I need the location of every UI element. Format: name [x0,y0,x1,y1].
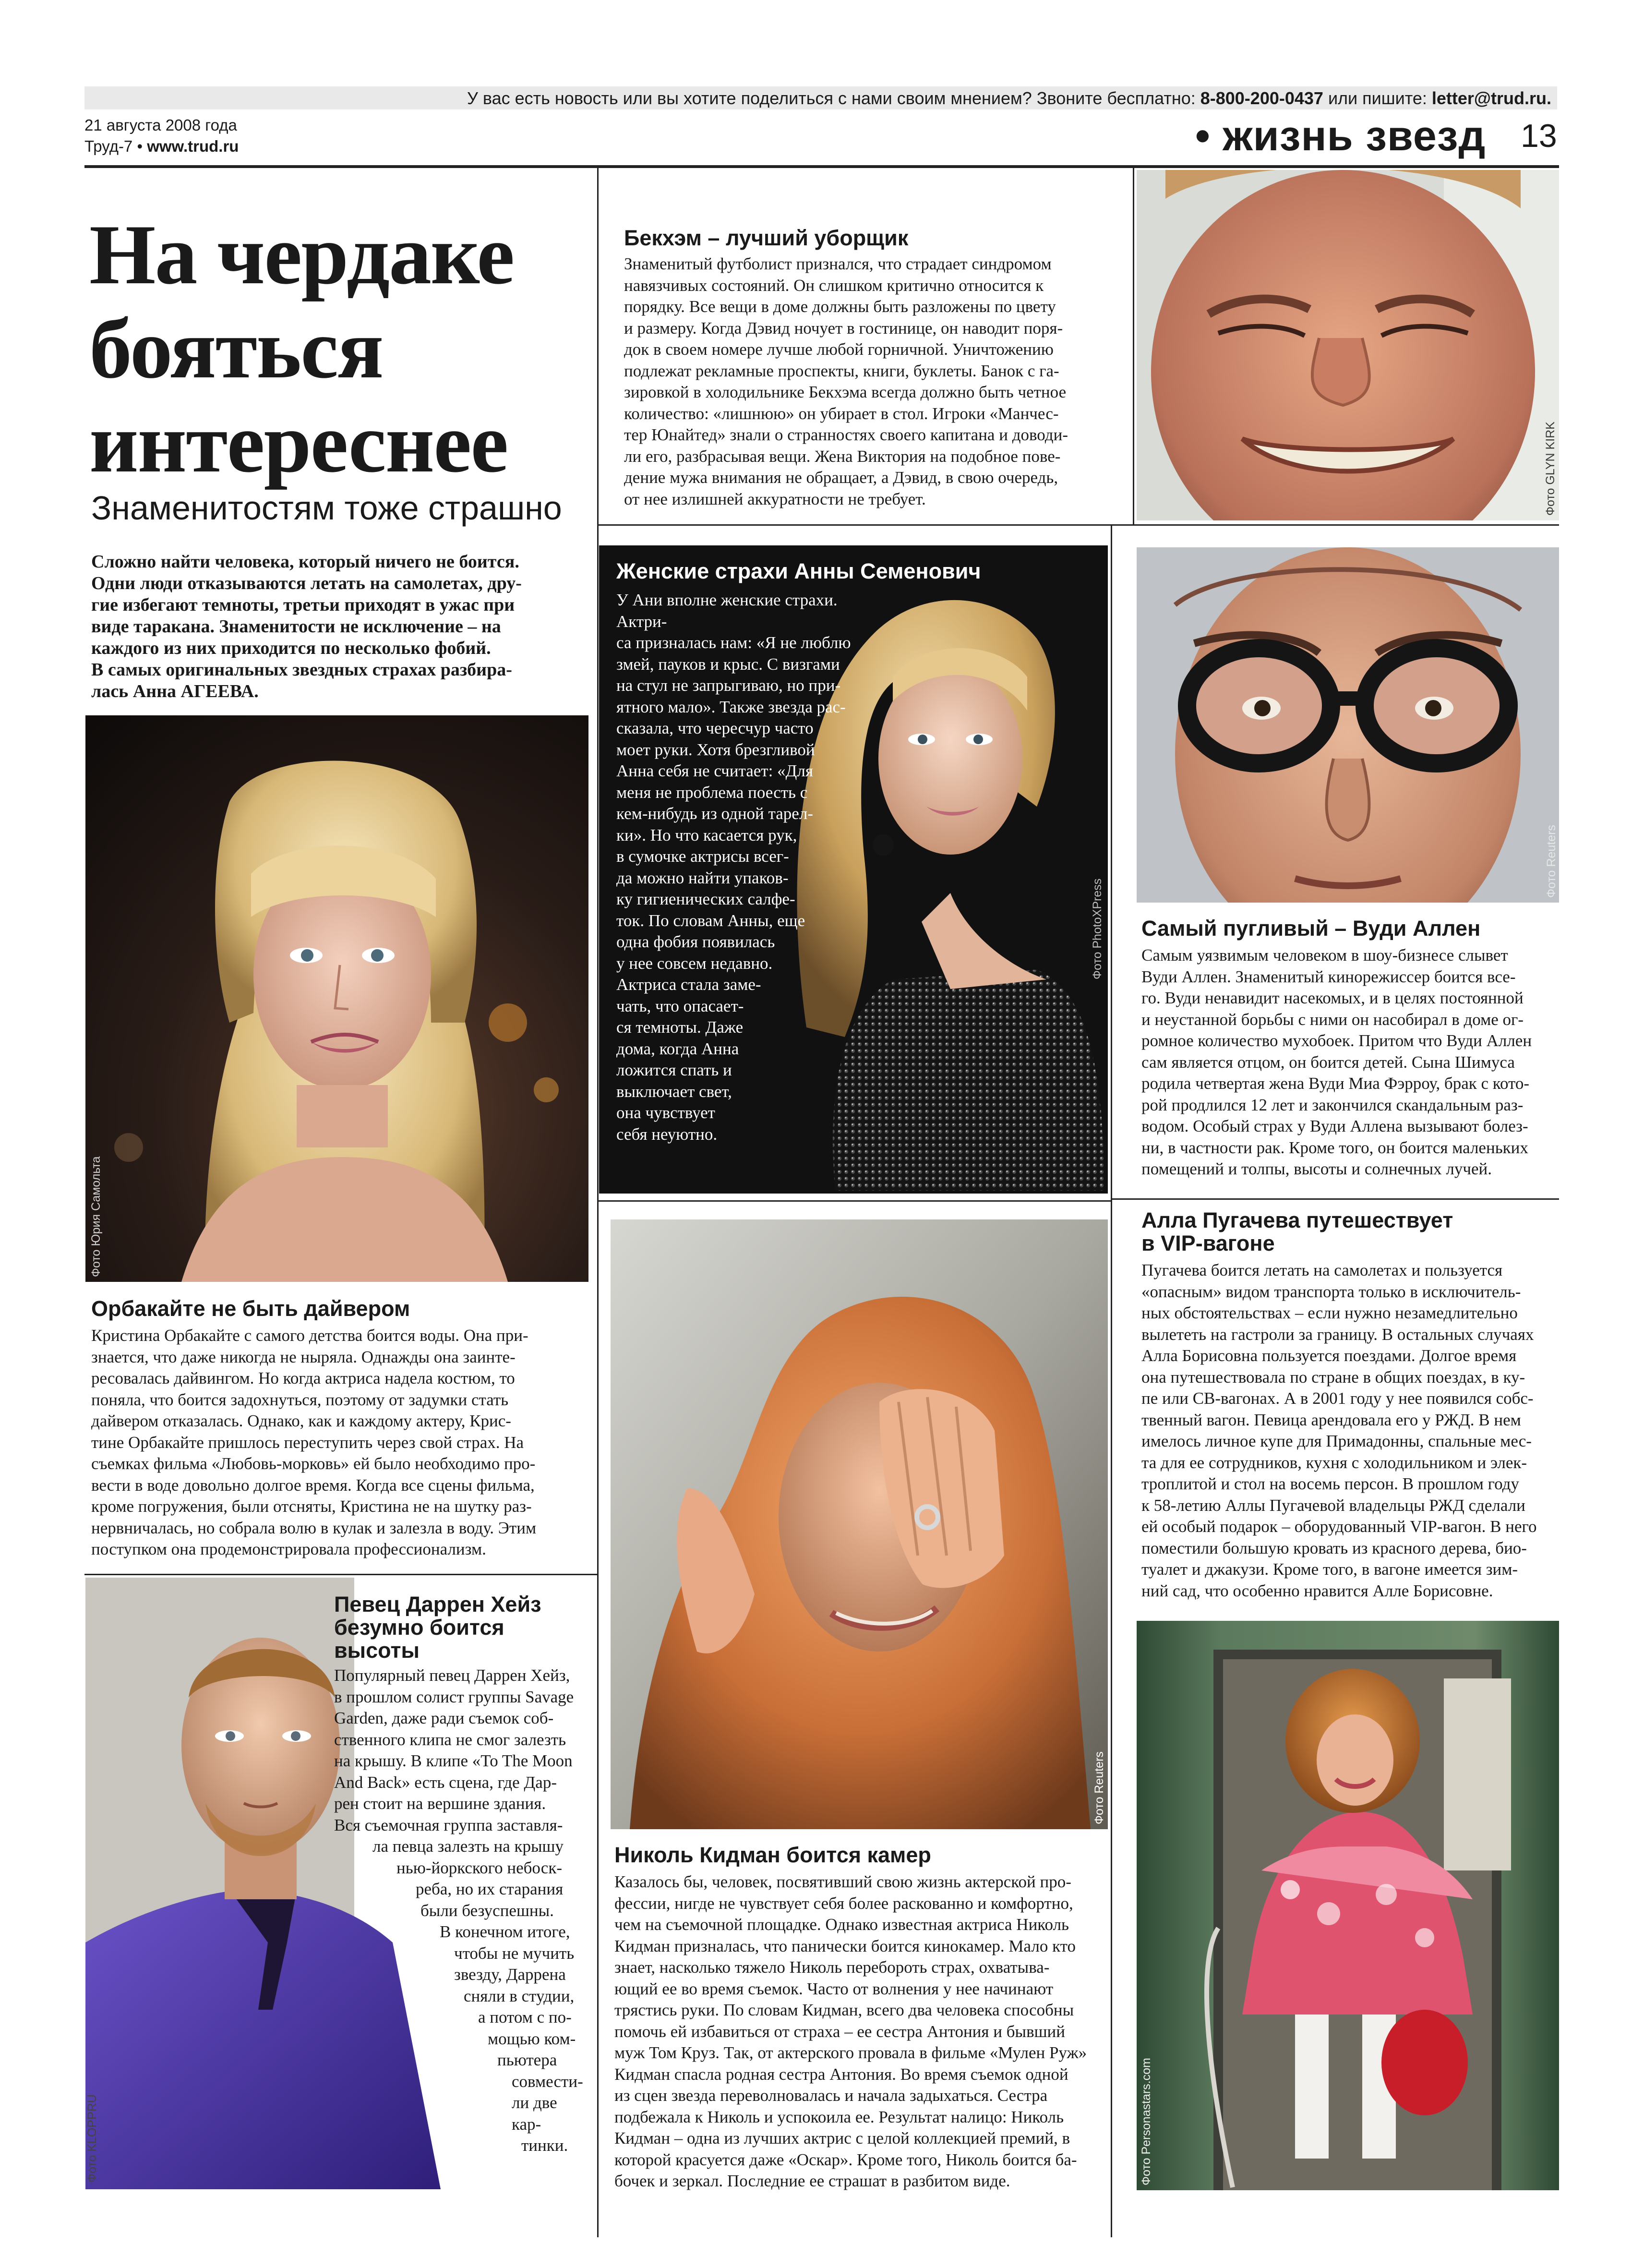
orbakaite-bottom-rule [84,1574,597,1575]
text-line: та для ее сотрудников, кухня с холодильником и элек- [1141,1453,1527,1472]
text-line: меня не проблема поесть с [616,783,808,802]
column-rule-left [597,168,599,2237]
text-line: го. Вуди ненавидит насекомых, и в целях постоянной [1141,989,1524,1007]
text-line: ложится спать и [616,1061,732,1079]
text-line: туалет и джакузи. Кроме того, в вагоне имеется зим- [1141,1560,1518,1579]
semenovich-bottom-rule [597,1200,1111,1202]
contact-prefix: У вас есть новость или вы хотите поделиться с нами своим мнением? Звоните бесплатно: [467,88,1200,108]
text-line: рой продлился 12 лет и закончился скандальным раз- [1141,1095,1524,1114]
text-line: Анна себя не считает: «Для [616,761,813,780]
contact-bar [84,86,1557,109]
contact-text [467,88,1557,109]
text-line: тинки. [521,2136,568,2155]
text-line: тер Юнайтед» знали о странностях своего капитана и доводи- [624,425,1068,444]
text-line: док в своем номере лучше любой горничной. Уничтожению [624,340,1054,359]
orbakaite-photo [85,715,588,1282]
text-line: порядку. Все вещи в доме должны быть разложены по цвету [624,297,1056,316]
text-line: ресовалась дайвингом. Но когда актриса надела костюм, то [91,1369,515,1387]
lead-line: гие избегают темноты, третьи приходят в ужас при [91,595,515,615]
kidman-photo [611,1219,1108,1829]
text-line: Казалось бы, человек, посвятивший свою жизнь актерской про- [614,1872,1071,1891]
beckham-divider [1133,168,1134,526]
text-line: Garden, даже ради съемок соб- [334,1709,554,1727]
paper-issue [84,137,239,156]
text-line: ку гигиенических салфе- [616,890,795,908]
title-line: безумно боится [334,1615,504,1640]
text-line: Кидман спасла родная сестра Антония. Во время съемок одной [614,2064,1068,2084]
text-line: ственного клипа не смог залезть [334,1730,566,1749]
text-line: змей, пауков и крыс. С визгами [616,654,840,674]
text-line: В конечном итоге, [440,1922,570,1941]
text-line: ей особый подарок – оборудованный VIP-вагон. В него [1141,1517,1537,1536]
kidman-story [614,1843,1104,2192]
beckham-portrait-image [1137,170,1559,520]
orbakaite-portrait-image [85,715,588,1282]
text-line: в прошлом солист группы Savage [334,1687,574,1706]
text-line: ющий ее во время съемок. Часто от волнения у нее начинают [614,1979,1054,1998]
text-line: водом. Особый страх у Вуди Аллена вызывают болез- [1141,1117,1528,1135]
text-line: сам является отцом, он боится детей. Сына Шимуса [1141,1052,1515,1072]
title-line: в VIP-вагоне [1141,1231,1275,1255]
title-line: Алла Пугачева путешествует [1141,1208,1453,1232]
story-title [1141,1209,1554,1255]
text-line: Кидман – одна из лучших актрис с целой коллекцией премий, в [614,2129,1070,2147]
text-line: пьютера [497,2051,557,2069]
text-line: Самым уязвимым человеком в шоу-бизнесе слывет [1141,946,1508,965]
text-line: съемках фильма «Любовь-морковь» ей было необходимо про- [91,1454,536,1473]
text-line: реба, но их старания [416,1880,564,1898]
text-line: от нее излишней аккуратности не требует. [624,489,926,508]
text-line: кроме погружения, были отсняты, Кристина не на шутку раз- [91,1497,532,1516]
text-line: ных обстоятельствах – если нужно незамедлительно [1141,1303,1518,1322]
text-line: знается, что даже никогда не ныряла. Однажды она заинте- [91,1347,516,1366]
text-line: ромное количество мухобоек. Притом что Вуди Аллен [1141,1031,1532,1050]
text-line: мощью ком- [488,2029,576,2048]
lead-line: лась Анна АГЕЕВА. [91,681,259,701]
text-line: у нее совсем недавно. [616,953,773,973]
text-line: зировкой в холодильнике Бекхэма всегда должно быть четное [624,383,1067,401]
story-body [614,1871,1104,2192]
text-line: троплитой и стол на восемь персон. В прошлом году [1141,1474,1519,1493]
contact-mid: или пишите: [1323,88,1432,108]
orbakaite-story [91,1296,571,1560]
text-line: тине Орбакайте пришлось переступить через свой страх. На [91,1433,524,1452]
text-line: сняли в студии, [464,1986,575,2005]
allen-photo-credit: Фото Reuters [1545,825,1558,898]
story-title [334,1593,593,1662]
story-title: Самый пугливый – Вуди Аллен [1141,916,1481,941]
issue-number: Труд-7 • [84,137,147,155]
text-line: Кидман призналась, что панически боится кинокамер. Мало кто [614,1936,1076,1955]
kidman-photo-credit: Фото Reuters [1092,1751,1106,1824]
lead-line: В самых оригинальных звездных страхах разбира- [91,660,512,680]
pugacheva-portrait-image [1137,1621,1559,2190]
text-line: дома, когда Анна [616,1039,739,1058]
text-line: са призналась нам: «Я не люблю [616,633,851,652]
text-line: поступком она продемонстрировала профессионализм. [91,1540,486,1558]
main-headline [89,207,593,490]
story-title: Бекхэм – лучший уборщик [624,226,909,250]
text-line: сказала, что чересчур часто [616,719,814,737]
text-line: ятного мало». Также звезда рас- [616,697,846,716]
story-body [1141,945,1554,1180]
text-line: подлежат рекламные проспекты, книги, буклеты. Банок с га- [624,361,1059,380]
text-line: Алла Борисовна пользуется поездами. Долгое время [1141,1346,1517,1365]
text-line: количество: «лишнюю» он убирает в стол. Игроки «Манчес- [624,404,1059,423]
text-line: нью-йоркского небоск- [396,1858,562,1877]
text-line: вести в воде довольно долгое время. Когда все сцены фильма, [91,1475,535,1495]
text-line: муж Том Круз. Так, от актерского провала в фильме «Мулен Руж» [614,2043,1087,2062]
pugacheva-photo [1137,1621,1559,2190]
headline-line-1: На чердаке [89,207,514,302]
text-line: она чувствует [616,1103,715,1122]
text-line: и размеру. Когда Дэвид ночует в гостинице, он наводит поря- [624,318,1063,338]
headline-line-3: интереснее [89,395,508,490]
text-line: кем-нибудь из одной тарел- [616,804,813,823]
text-line: себя неуютно. [616,1124,718,1144]
title-line: высоты [334,1638,420,1663]
text-line: Кристина Орбакайте с самого детства боится воды. Она при- [91,1326,528,1345]
text-line: трястись руки. По словам Кидман, всего два человека способны [614,2001,1074,2019]
column-rule-right [1111,526,1112,2237]
text-line: Пугачева боится летать на самолетах и пользуется [1141,1261,1503,1279]
text-line: а потом с по- [478,2008,572,2027]
text-line: ли его, разбрасывая вещи. Жена Виктория на подобное пове- [624,446,1061,466]
text-line: подбежала к Николь и успокоила ее. Результат налицо: Николь [614,2107,1064,2126]
text-line: фессии, нигде не чувствует себя более раскованно и комфортно, [614,1894,1073,1913]
subheadline: Знаменитостям тоже страшно [91,489,562,527]
text-line: Вся съемочная группа заставля- [334,1815,563,1834]
text-line: родила четвертая жена Вуди Миа Фэрроу, брак с кото- [1141,1074,1530,1093]
pugacheva-photo-credit: Фото Personastars.com [1140,2058,1153,2185]
text-line: дение мужа внимания не обращает, а Дэвид, в свою очередь, [624,468,1058,487]
text-line: поместили большую кровать из красного дерева, био- [1141,1538,1527,1557]
text-line: ла певца залезть на крышу [372,1837,564,1856]
text-line: одна фобия появилась [616,932,775,951]
story-body [1141,1260,1554,1602]
text-line: моет руки. Хотя брезгливой [616,740,815,759]
text-line: выключает свет, [616,1082,732,1101]
text-line: ли две кар- [512,2093,557,2134]
text-line: к 58-летию Аллы Пугачевой владельцы РЖД сделали [1141,1496,1525,1515]
masthead-rule [84,165,1559,168]
page-number: 13 [1521,118,1557,154]
hayes-photo-credit: Фото KLOPPRU [85,2094,99,2183]
text-line: помочь ей избавиться от страха – ее сестра Антония и бывший [614,2022,1066,2041]
headline-line-2: бояться [89,301,383,396]
text-line: ток. По словам Анны, еще [616,911,805,930]
allen-bottom-rule [1111,1198,1559,1200]
text-line: были безуспешны. [420,1901,554,1920]
text-line: And Back» есть сцена, где Дар- [334,1773,557,1792]
text-line: Популярный певец Даррен Хейз, [334,1666,570,1685]
semenovich-story [616,559,981,584]
text-line: имелось личное купе для Примадонны, спальные мес- [1141,1432,1532,1450]
text-line: навязчивых состояний. Он слишком критично относится к [624,276,1044,295]
contact-phone: 8-800-200-0437 [1200,88,1323,108]
text-line: пе или СВ-вагонах. А в 2001 году у нее появился собс- [1141,1389,1534,1408]
beckham-story [624,226,1114,510]
text-line: совмести- [512,2072,583,2091]
lead-line: виде таракана. Знаменитости не исключение – на [91,616,501,637]
story-title: Николь Кидман боится камер [614,1843,931,1867]
semenovich-story-body [616,590,885,1145]
text-line: ни, в частности рак. Кроме того, он боится маленьких [1141,1138,1528,1157]
text-line: поняла, что боится задохнуться, поэтому от задумки стать [91,1390,509,1409]
issue-date: 21 августа 2008 года [84,116,237,134]
hayes-story-body [334,1665,588,2157]
text-line: Знаменитый футболист признался, что страдает синдромом [624,254,1052,273]
story-body [624,253,1114,510]
lead-line: Одни люди отказываются летать на самолетах, дру- [91,573,522,593]
allen-story [1141,916,1554,1180]
text-line: чтобы не мучить [454,1943,575,1963]
text-line: ся темноты. Даже [616,1018,744,1037]
text-line: чать, что опасает- [616,996,744,1015]
text-line: знает, насколько тяжело Николь перебороть страх, охватыва- [614,1958,1050,1977]
semenovich-photo-credit: Фото PhotoXPress [1091,878,1104,979]
section-title: • жизнь звезд [1195,112,1486,159]
beckham-photo [1137,170,1559,520]
story-title: Орбакайте не быть дайвером [91,1296,410,1321]
text-line: из сцен звезда переволновалась и начала задыхаться. Сестра [614,2086,1048,2105]
beckham-bottom-rule [597,524,1559,526]
text-line: ний сад, что особенно нравится Алле Борисовне. [1141,1581,1493,1600]
lead-line: каждого из них приходится по несколько фобий. [91,638,491,658]
text-line: У Ани вполне женские страхи. Актри- [616,591,838,631]
text-line: чем на съемочной площадке. Однако известная актриса Николь [614,1915,1069,1934]
hayes-story [334,1593,593,1662]
story-title: Женские страхи Анны Семенович [616,559,981,583]
text-line: нервничалась, но собрала волю в кулак и залезла в воду. Этим [91,1518,537,1537]
text-line: да можно найти упаков- [616,868,789,887]
contact-email: letter@trud.ru. [1431,88,1551,108]
text-line: она путешествовала по стране в общих поездах, в ку- [1141,1367,1525,1387]
pugacheva-story [1141,1209,1554,1602]
text-line: Актриса стала заме- [616,975,761,994]
text-line: твенный вагон. Певица арендовала его у РЖД. В нем [1141,1410,1521,1429]
lead-paragraph [91,551,576,702]
text-line: в сумочке актрисы всег- [616,847,789,866]
text-line: рен стоит на вершине здания. [334,1794,546,1813]
story-body [91,1325,571,1560]
text-line: звезду, Даррена [454,1965,566,1984]
site-link[interactable]: www.trud.ru [147,137,239,155]
kidman-portrait-image [611,1219,1108,1829]
text-line: на стул не запрыгиваю, но при- [616,676,841,695]
text-line: дайвером отказалась. Однако, как и каждому актеру, Крис- [91,1411,511,1430]
title-line: Певец Даррен Хейз [334,1592,541,1617]
text-line: ки». Но что касается рук, [616,825,797,844]
beckham-photo-credit: Фото GLYN KIRK [1544,422,1557,516]
text-line: бочек и зеркал. Последние ее страшат в разбитом виде. [614,2171,1010,2190]
text-line: «опасным» видом транспорта только в исключитель- [1141,1282,1521,1301]
text-line: которой красуется даже «Оскар». Кроме того, Николь боится ба- [614,2150,1077,2169]
lead-line: Сложно найти человека, который ничего не боится. [91,552,519,572]
text-line: и неустанной борьбы с ними он насобирал в доме ог- [1141,1010,1524,1029]
allen-portrait-image [1137,547,1559,903]
text-line: вылететь на гастроли за границу. В остальных случаях [1141,1325,1534,1344]
text-line: помещений и толпы, высоты и солнечных лучей. [1141,1159,1492,1178]
text-line: Вуди Аллен. Знаменитый кинорежиссер боится все- [1141,967,1516,986]
text-line: на крышу. В клипе «To The Moon [334,1751,573,1770]
orbakaite-photo-credit: Фото Юрия Самольта [89,1156,103,1277]
allen-photo [1137,547,1559,903]
